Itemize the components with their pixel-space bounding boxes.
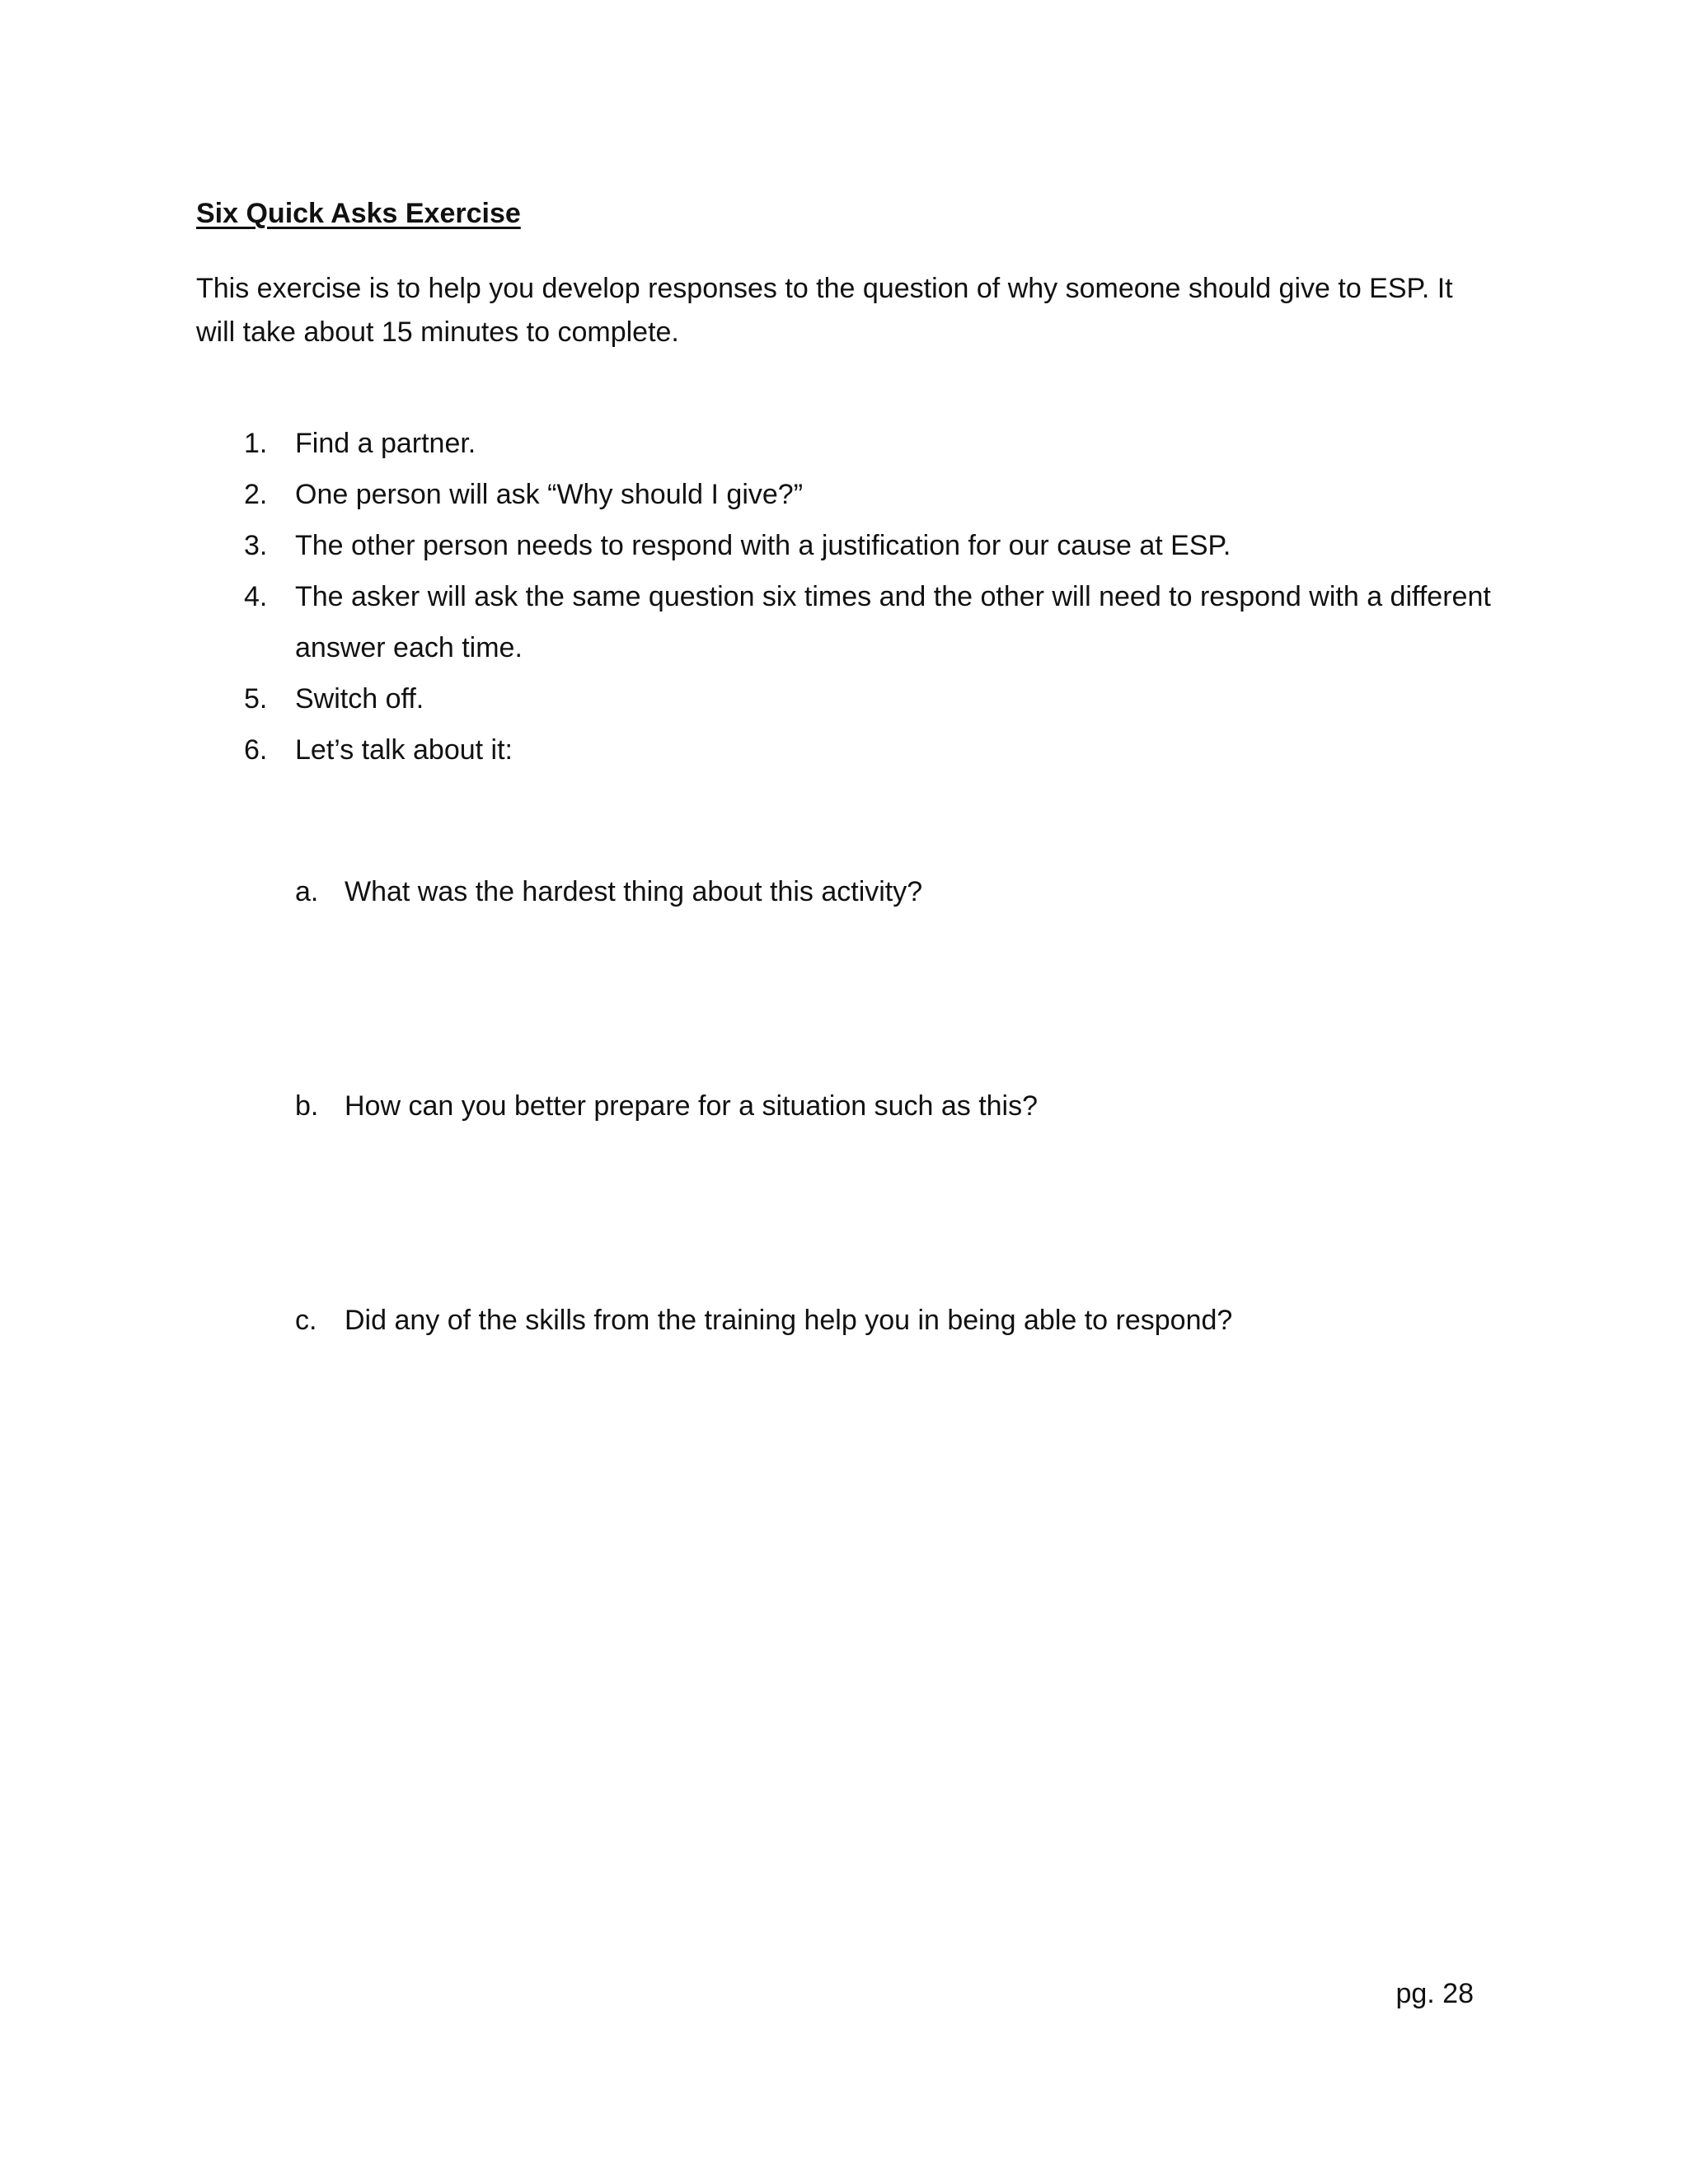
list-item [196,418,1498,469]
list-item [196,571,1498,673]
question-text: How can you better prepare for a situation such as this? [345,1090,1039,1122]
page-number: pg. 28 [1395,1978,1474,2009]
intro-paragraph: This exercise is to help you develop responses to the question of why someone should give to ESP. It will take about 15 minutes to complete. [196,273,1453,348]
step-number: 2. [244,479,268,510]
step-text: One person will ask “Why should I give?” [295,479,804,510]
step-number: 5. [244,683,268,715]
list-item [196,520,1498,571]
list-item [196,1300,1498,1341]
step-number: 4. [244,581,268,612]
step-text: Let’s talk about it: [295,734,513,766]
step-text: The other person needs to respond with a justification for our cause at ESP. [295,530,1231,561]
step-number: 3. [244,530,268,561]
question-letter: a. [295,876,319,907]
question-text: Did any of the skills from the training help you in being able to respond? [345,1305,1233,1336]
list-item [196,673,1498,724]
question-letter: c. [295,1305,317,1336]
steps-list [196,418,1498,776]
step-number: 1. [244,428,268,459]
discussion-questions [196,871,1498,1514]
step-text: The asker will ask the same question six times and the other will need to respond with a different answer each time. [295,581,1491,663]
list-item [196,1085,1498,1127]
question-letter: b. [295,1090,319,1122]
question-text: What was the hardest thing about this activity? [345,876,923,907]
step-text: Switch off. [295,683,424,715]
list-item [196,871,1498,912]
step-number: 6. [244,734,268,766]
step-text: Find a partner. [295,428,476,459]
exercise-title: Six Quick Asks Exercise [196,198,521,229]
list-item [196,469,1498,520]
list-item [196,724,1498,776]
